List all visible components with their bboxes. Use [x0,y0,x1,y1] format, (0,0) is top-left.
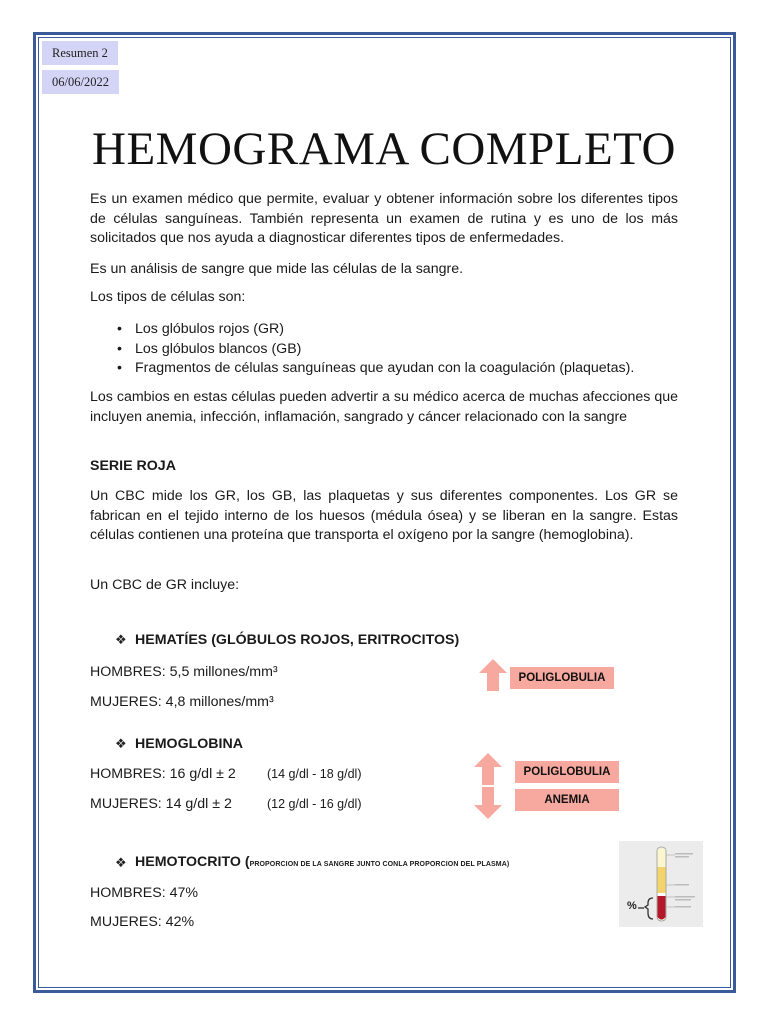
hematocrito-test-tube-figure [619,841,703,927]
serie-roja-paragraph: Un CBC mide los GR, los GB, las plaquetas y sus diferentes componentes. Los GR se fabrican en el tejido interno de los huesos (médula ósea) y se liberan en la sangre. Estas células contienen una proteína que transporta el oxígeno por la sangre (hemoglobina). [90,488,678,543]
cell-types-list [117,320,634,379]
anemia-badge: ANEMIA [515,789,619,811]
diamond-bullet-icon: ❖ [115,632,127,647]
poliglobulia-badge: POLIGLOBULIA [510,667,614,689]
serie-roja-paragraph-2: Un CBC de GR incluye: [90,577,240,593]
hemoglobina-mujeres-range: (12 g/dl - 16 g/dl) [267,797,362,811]
hematocrito-note: PROPORCION DE LA SANGRE JUNTO CONLA PROPORCION DEL PLASMA) [249,861,510,868]
hematocrito-hombres: HOMBRES: 47% [90,885,199,901]
page-title: HEMOGRAMA COMPLETO [92,123,676,175]
diamond-bullet-icon: ❖ [115,855,127,870]
arrow-down-icon [474,787,502,819]
intro-paragraph-1: Es un examen médico que permite, evaluar y obtener información sobre los diferentes tipos de células sanguíneas. También representa un examen de rutina y es uno de los más solicitados que nos ayuda a diagnosticar diferentes tipos de enfermedades. [90,191,678,246]
hemoglobina-heading: HEMOGLOBINA [135,736,243,752]
poliglobulia-badge: POLIGLOBULIA [515,761,619,783]
serie-roja-heading: SERIE ROJA [90,458,176,474]
hematies-mujeres: MUJERES: 4,8 millones/mm³ [90,694,274,710]
percent-label: % [627,900,637,912]
arrow-up-icon [474,753,502,785]
diamond-bullet-icon: ❖ [115,736,127,751]
arrow-up-icon [479,659,507,691]
list-item: • Los glóbulos blancos (GB) [117,340,634,360]
date-tag: 06/06/2022 [42,70,119,94]
hematocrito-title: HEMOTOCRITO [135,854,241,870]
hemoglobina-mujeres: MUJERES: 14 g/dl ± 2 [90,796,232,812]
hemoglobina-hombres-range: (14 g/dl - 18 g/dl) [267,767,362,781]
list-item: • Fragmentos de células sanguíneas que ayudan con la coagulación (plaquetas). [117,359,634,379]
intro-paragraph-3: Los tipos de células son: [90,289,246,305]
test-tube-icon [619,841,703,927]
hematocrito-heading [135,854,509,870]
hematies-hombres: HOMBRES: 5,5 millones/mm³ [90,664,278,680]
list-item: • Los glóbulos rojos (GR) [117,320,634,340]
hematies-heading: HEMATÍES (GLÓBULOS ROJOS, ERITROCITOS) [135,632,460,648]
intro-paragraph-2: Es un análisis de sangre que mide las células de la sangre. [90,261,464,277]
summary-tag: Resumen 2 [42,41,118,65]
intro-paragraph-4: Los cambios en estas células pueden advertir a su médico acerca de muchas afecciones que incluyen anemia, infección, inflamación, sangrado y cáncer relacionado con la sangre [90,389,678,425]
hematocrito-note-open: ( [240,854,250,870]
hemoglobina-hombres: HOMBRES: 16 g/dl ± 2 [90,766,236,782]
hematocrito-mujeres: MUJERES: 42% [90,914,195,930]
